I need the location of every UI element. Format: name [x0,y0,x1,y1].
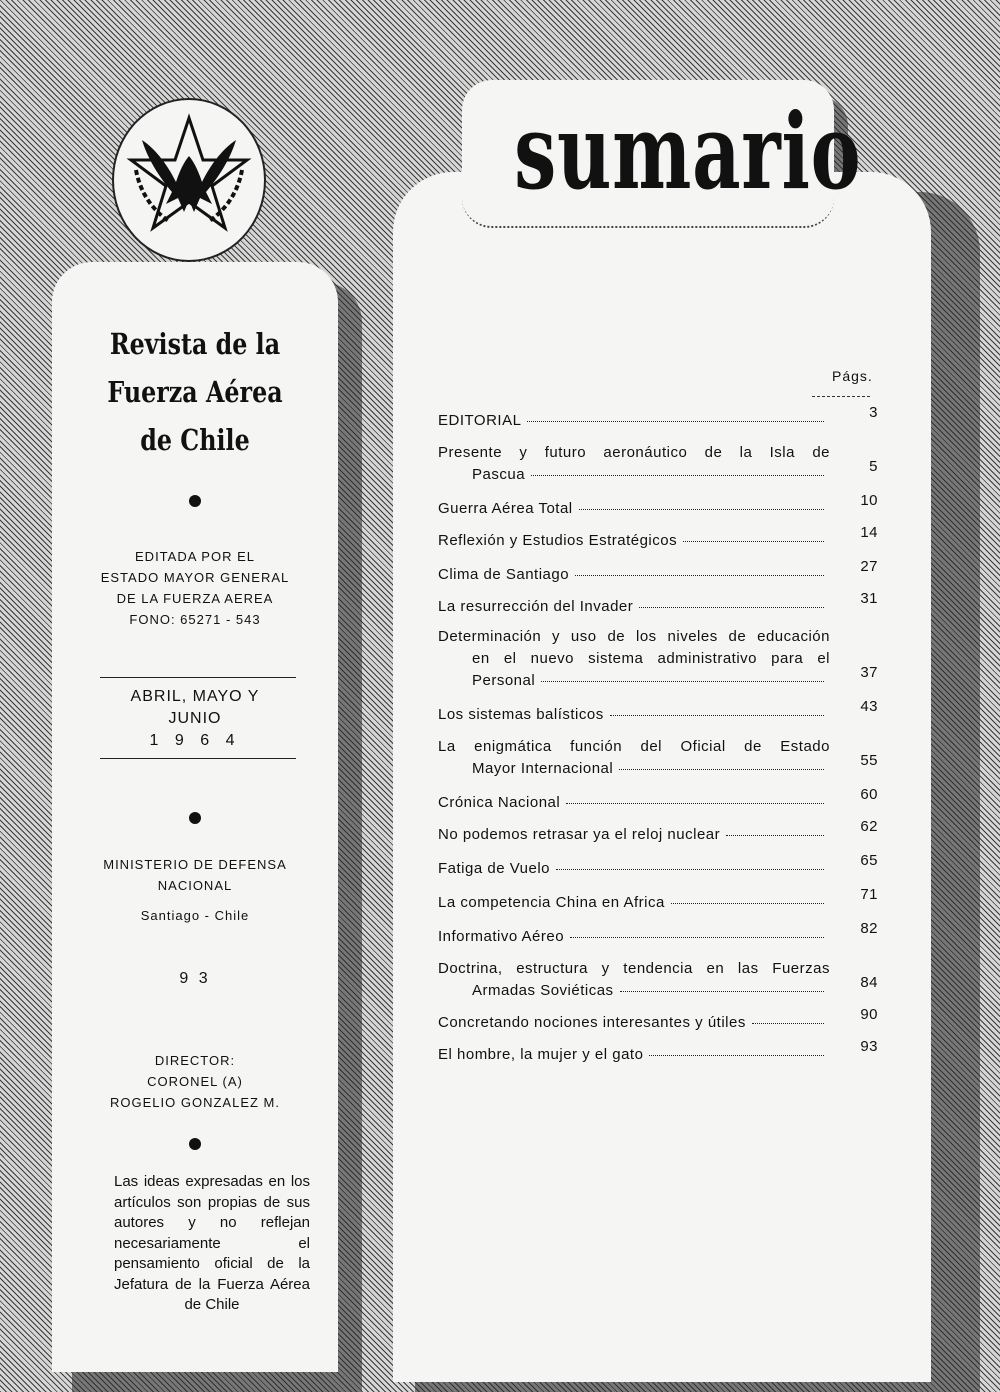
dot-leader [556,869,824,870]
dot-leader [566,803,824,804]
masthead-panel [52,262,338,1372]
toc-entry-title: Los sistemas balísticos [438,706,604,723]
dot-leader [683,541,824,542]
toc-entry-title: EDITORIAL [438,412,522,429]
toc-entry [438,818,878,848]
toc-entry-title: Armadas Soviéticas [472,982,614,999]
toc-entry-title: Guerra Aérea Total [438,500,573,517]
city-label: Santiago - Chile [140,908,250,923]
director-name: ROGELIO GONZALEZ M. [110,1095,280,1110]
toc-entry [438,920,878,950]
toc-entry [438,1006,878,1036]
toc-page-number: 27 [860,558,878,575]
date-line: ABRIL, MAYO Y [130,688,260,705]
toc-entry-title: Crónica Nacional [438,794,561,811]
toc-entry [438,590,878,620]
toc-page-number: 37 [860,664,878,681]
toc-page-number: 60 [860,786,878,803]
toc-entry-title: Determinación y uso de los niveles de educación [438,628,830,645]
toc-entry [438,444,878,488]
pages-header-rule [812,396,870,397]
toc-page-number: 5 [869,458,878,475]
dot-leader [620,991,824,992]
bullet-dot [189,1138,201,1150]
toc-page-number: 90 [860,1006,878,1023]
magazine-title-line: Revista de la [109,327,281,361]
toc-entry-title: Pascua [472,466,526,483]
dot-leader [541,681,824,682]
eagle-star-icon [114,100,264,260]
toc-entry [438,524,878,554]
disclaimer-text: Las ideas expresadas en los artículos son propias de sus autores y no reflejan necesariamente el pensamiento oficial de la Jefatura de la Fuerza Aérea de Chile [114,1173,310,1313]
toc-page-number: 43 [860,698,878,715]
editor-line: DE LA FUERZA AEREA [116,591,274,606]
toc-entry-title: La enigmática función del Oficial de Estado [438,738,830,755]
toc-entry-title: Personal [472,672,536,689]
dot-leader [671,903,824,904]
toc-entry [438,404,878,434]
toc-page-number: 82 [860,920,878,937]
toc-page-number: 31 [860,590,878,607]
divider [100,677,296,678]
toc-entry-title: Clima de Santiago [438,566,570,583]
editor-block [52,546,338,630]
toc-page-number: 55 [860,752,878,769]
dot-leader [579,509,824,510]
toc-entry [438,698,878,728]
ministry-line: NACIONAL [157,878,233,893]
toc-entry [438,886,878,916]
toc-page-number: 62 [860,818,878,835]
director-line: DIRECTOR: [154,1053,236,1068]
dot-leader [639,607,824,608]
year-line: 1 9 6 4 [149,732,241,749]
issue-number: 9 3 [179,970,211,987]
toc-entry [438,960,878,1004]
ministry-block [52,854,338,896]
dot-leader [726,835,824,836]
toc-page-number: 14 [860,524,878,541]
toc-page-number: 65 [860,852,878,869]
toc-page-number: 84 [860,974,878,991]
ministry-line: MINISTERIO DE DEFENSA [103,857,287,872]
toc-entry [438,852,878,882]
editor-line: ESTADO MAYOR GENERAL [100,570,290,585]
toc-page-number: 3 [869,404,878,421]
dot-leader [575,575,824,576]
toc-entry [438,558,878,588]
toc-entry [438,492,878,522]
director-line: CORONEL (A) [147,1074,243,1089]
air-force-emblem [112,98,266,262]
toc-entry-title: Doctrina, estructura y tendencia en las Fuerzas [438,960,830,977]
toc-page-number: 93 [860,1038,878,1055]
toc-entry [438,738,878,782]
toc-entry-title: No podemos retrasar ya el reloj nuclear [438,826,721,843]
page-title: sumario [514,90,862,213]
editor-line: EDITADA POR EL [135,549,255,564]
toc-entry-title: La competencia China en Africa [438,894,665,911]
magazine-title-line: de Chile [140,423,250,457]
dot-leader [619,769,824,770]
magazine-title-line: Fuerza Aérea [107,375,283,409]
toc-entry-title: Concretando nociones interesantes y útiles [438,1014,746,1031]
toc-entry-title: Reflexión y Estudios Estratégicos [438,532,678,549]
director-block [52,1050,338,1113]
dot-leader [531,475,824,476]
bullet-dot [189,495,201,507]
dot-leader [752,1023,824,1024]
dot-leader [570,937,824,938]
dot-leader [649,1055,824,1056]
issue-date [52,686,338,752]
pages-column-header: Págs. [832,368,873,384]
divider [100,758,296,759]
dot-leader [527,421,824,422]
toc-entry-title: Informativo Aéreo [438,928,565,945]
toc-entry [438,1038,878,1068]
dot-leader [610,715,824,716]
toc-page-number: 10 [860,492,878,509]
toc-entry-title: Fatiga de Vuelo [438,860,551,877]
toc-page-number: 71 [860,886,878,903]
magazine-title [78,320,313,464]
toc-entry-title: en el nuevo sistema administrativo para el [472,650,830,667]
toc-entry [438,786,878,816]
toc-entry-title: La resurrección del Invader [438,598,634,615]
bullet-dot [189,812,201,824]
date-line: JUNIO [168,710,222,727]
phone-line: FONO: 65271 - 543 [129,612,261,627]
toc-entry-title: Mayor Internacional [472,760,614,777]
toc-entry-title: Presente y futuro aeronáutico de la Isla de [438,444,830,461]
toc-entry [438,628,878,694]
toc-entry-title: El hombre, la mujer y el gato [438,1046,644,1063]
